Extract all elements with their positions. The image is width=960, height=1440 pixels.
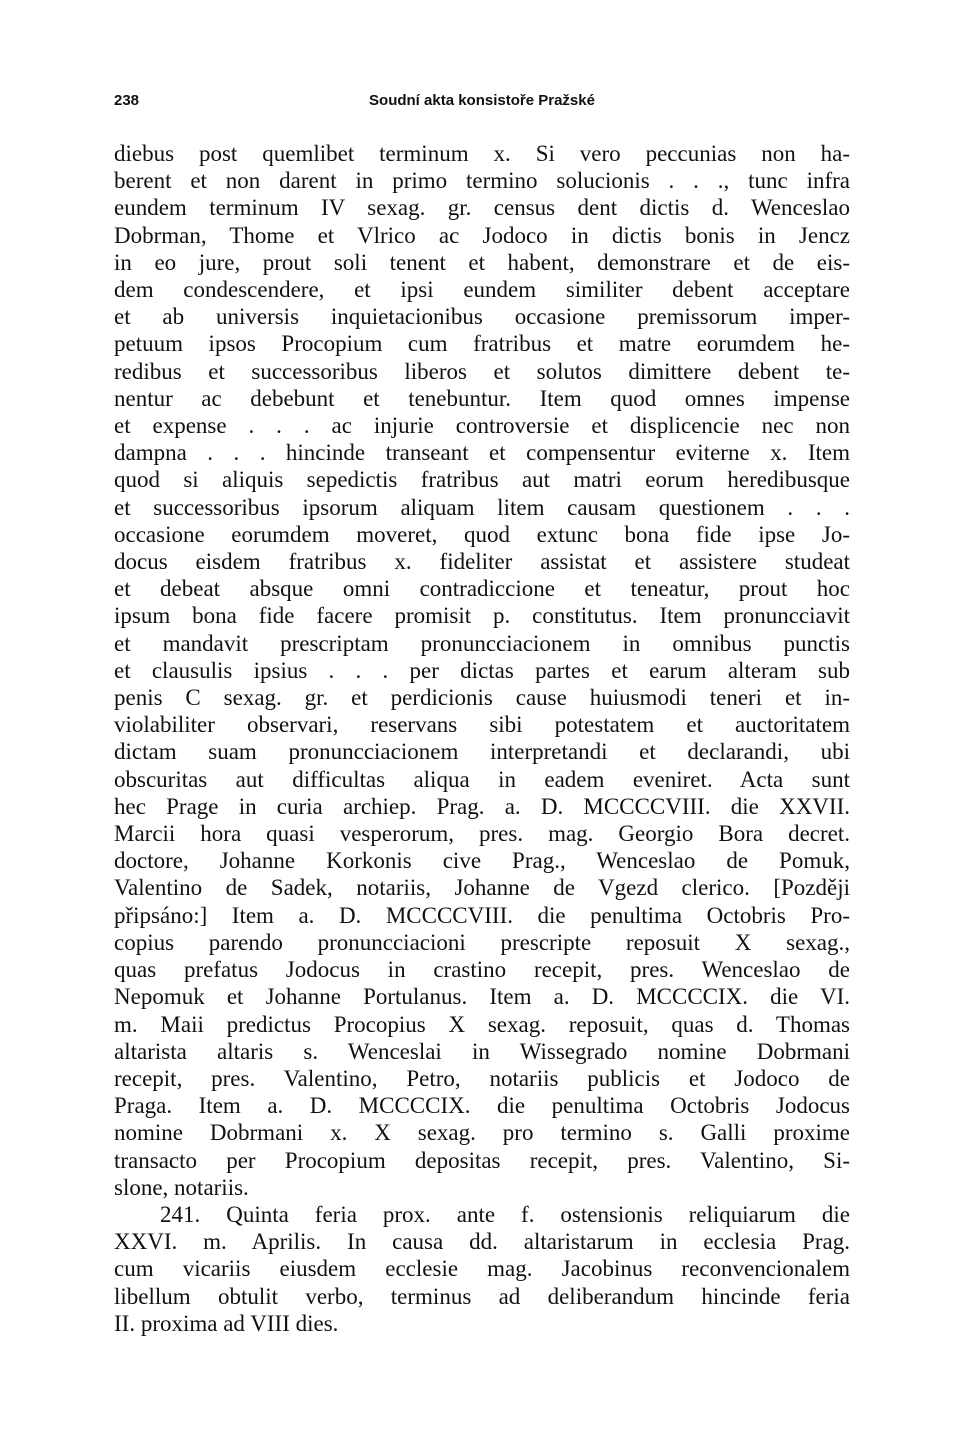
text-line: slone, notariis. bbox=[114, 1174, 249, 1200]
text-line: libellum obtulit verbo, terminus ad deliberandum hincinde feria bbox=[114, 1283, 850, 1309]
text-line: diebus post quemlibet terminum x. Si vero peccunias non ha- bbox=[114, 141, 850, 166]
text-line: in eo jure, prout soli tenent et habent, demonstrare et de eis- bbox=[114, 249, 850, 275]
text-line: Valentino de Sadek, notariis, Johanne de Vgezd clerico. [Později bbox=[114, 875, 850, 901]
text-line: dampna . . . hincinde transeant et compensentur eviterne x. Item bbox=[114, 440, 850, 466]
text-line: violabiliter observari, reservans sibi potestatem et auctoritatem bbox=[114, 712, 850, 738]
text-line: et ab universis inquietacionibus occasione premissorum imper- bbox=[114, 304, 850, 330]
text-line: et mandavit prescriptam pronuncciacionem in omnibus punctis bbox=[114, 630, 850, 656]
text-line: nentur ac debebunt et tenebuntur. Item quod omnes impense bbox=[114, 385, 850, 411]
text-line: petuum ipsos Procopium cum fratribus et matre eorumdem he- bbox=[114, 331, 850, 357]
text-line: cum vicariis eiusdem ecclesie mag. Jacobinus reconvencionalem bbox=[114, 1256, 850, 1282]
text-line: obscuritas aut difficultas aliqua in eadem eveniret. Acta sunt bbox=[114, 766, 850, 792]
running-title: Soudní akta konsistoře Pražské bbox=[369, 92, 595, 109]
text-line: berent et non darent in primo termino solucionis . . ., tunc infra bbox=[114, 168, 850, 194]
text-line: Praga. Item a. D. MCCCCIX. die penultima Octobris Jodocus bbox=[114, 1093, 850, 1119]
text-line: dem condescendere, et ipsi eundem similiter debent acceptare bbox=[114, 277, 850, 303]
text-line: docus eisdem fratribus x. fideliter assistat et assistere studeat bbox=[114, 549, 850, 575]
text-line: eundem terminum IV sexag. gr. census dent dictis d. Wenceslao bbox=[114, 195, 850, 221]
text-line: Dobrman, Thome et Vlrico ac Jodoco in dictis bonis in Jencz bbox=[114, 222, 850, 248]
text-line: hec Prage in curia archiep. Prag. a. D. MCCCCVIII. die XXVII. bbox=[114, 793, 850, 819]
text-line: et expense . . . ac injurie controversie et displicencie nec non bbox=[114, 413, 850, 439]
text-line: ipsum bona fide facere promisit p. constitutus. Item pronuncciavit bbox=[114, 603, 850, 629]
text-line: nomine Dobrmani x. X sexag. pro termino s. Galli proxime bbox=[114, 1120, 850, 1146]
body-text bbox=[114, 140, 850, 1337]
page-header bbox=[114, 92, 850, 114]
text-line: et successoribus ipsorum aliquam litem causam questionem . . . bbox=[114, 494, 850, 520]
text-line: dictam suam pronuncciacionem interpretandi et declarandi, ubi bbox=[114, 739, 850, 765]
text-line: 241. Quinta feria prox. ante f. ostensionis reliquiarum die bbox=[160, 1201, 850, 1227]
text-line: quas prefatus Jodocus in crastino recepit, pres. Wenceslao de bbox=[114, 957, 850, 983]
text-line: quod si aliquis sepedictis fratribus aut matri eorum heredibusque bbox=[114, 467, 850, 493]
text-line: occasione eorumdem moveret, quod extunc bona fide ipse Jo- bbox=[114, 521, 850, 547]
text-line: penis C sexag. gr. et perdicionis cause huiusmodi teneri et in- bbox=[114, 685, 850, 711]
paragraph-entry-241 bbox=[114, 1201, 850, 1337]
text-line: Nepomuk et Johanne Portulanus. Item a. D. MCCCCIX. die VI. bbox=[114, 984, 850, 1010]
page-number: 238 bbox=[114, 92, 140, 109]
text-line: II. proxima ad VIII dies. bbox=[114, 1310, 339, 1336]
text-line: altarista altaris s. Wenceslai in Wissegrado nomine Dobrmani bbox=[114, 1038, 850, 1064]
text-line: et debeat absque omni contradiccione et teneatur, prout hoc bbox=[114, 576, 850, 602]
text-line: Marcii hora quasi vesperorum, pres. mag. Georgio Bora decret. bbox=[114, 821, 850, 847]
text-line: copius parendo pronuncciacioni prescripte reposuit X sexag., bbox=[114, 929, 850, 955]
text-line: m. Maii predictus Procopius X sexag. reposuit, quas d. Thomas bbox=[114, 1011, 850, 1037]
text-line: redibus et successoribus liberos et solutos dimittere debent te- bbox=[114, 358, 850, 384]
text-line: recepit, pres. Valentino, Petro, notariis publicis et Jodoco de bbox=[114, 1065, 850, 1091]
text-line: připsáno:] Item a. D. MCCCCVIII. die penultima Octobris Pro- bbox=[114, 902, 850, 928]
text-line: doctore, Johanne Korkonis cive Prag., Wenceslao de Pomuk, bbox=[114, 848, 850, 874]
text-line: et clausulis ipsius . . . per dictas partes et earum alteram sub bbox=[114, 657, 850, 683]
text-line: transacto per Procopium depositas recepit, pres. Valentino, Si- bbox=[114, 1147, 850, 1173]
paragraph-continued bbox=[114, 140, 850, 1201]
text-line: XXVI. m. Aprilis. In causa dd. altaristarum in ecclesia Prag. bbox=[114, 1229, 850, 1255]
